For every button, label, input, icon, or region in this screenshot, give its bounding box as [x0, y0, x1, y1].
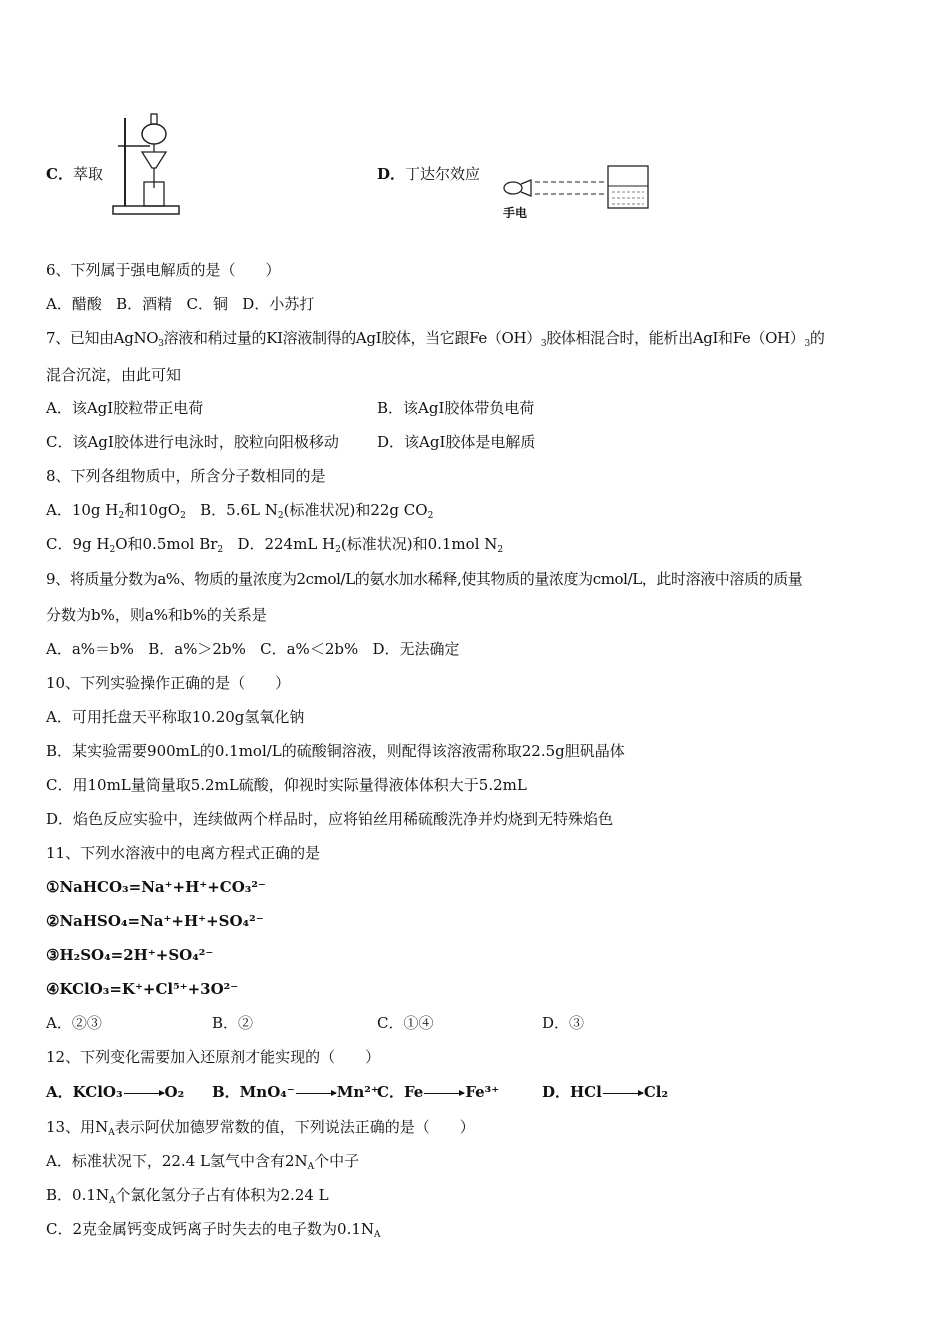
arrow-icon	[296, 1093, 336, 1094]
q12-d-to: Cl₂	[643, 1083, 669, 1101]
q10-option-b: B．某实验需要900mL的0.1mol/L的硫酸铜溶液，则配得该溶液需称取22.5g胆矾晶体	[46, 742, 625, 760]
q8-a-part1: A．10g H	[46, 501, 119, 519]
q13-a-part1: A．标准状况下，22.4 L氢气中含有2N	[46, 1152, 308, 1170]
q6-options	[46, 294, 314, 314]
q8-b-sub1: 2	[277, 511, 284, 521]
q10-option-a: A．可用托盘天平称取10.20g氢氧化钠	[46, 708, 305, 726]
q12-b-to: Mn²⁺	[336, 1083, 379, 1101]
q6-option-a: A．醋酸	[46, 295, 102, 313]
q8-option-b	[200, 501, 433, 519]
q8-b-part1: B．5.6L N	[200, 501, 278, 519]
q13-stem-part1: 13、用N	[46, 1118, 109, 1136]
q5-option-d	[377, 164, 480, 184]
q13-b-part2: 个氯化氢分子占有体积为2.24 L	[115, 1186, 329, 1204]
q13-option-c	[46, 1219, 381, 1245]
q8-d-sub1: 2	[335, 545, 341, 555]
q12-option-a	[46, 1082, 184, 1102]
q9-option-d: D．无法确定	[372, 640, 460, 658]
q8-option-d	[237, 535, 503, 553]
q8-a-sub2: 2	[180, 511, 186, 521]
q9-option-b: B．a%＞2b%	[148, 640, 246, 658]
q11-equation-3: ③H₂SO₄=2H⁺+SO₄²⁻	[46, 946, 214, 964]
q9-option-a: A．a%＝b%	[46, 640, 134, 658]
q10-stem: 10、下列实验操作正确的是（ ）	[46, 674, 291, 692]
q12-a-from: A．KClO₃	[46, 1083, 123, 1101]
q12-stem: 12、下列变化需要加入还原剂才能实现的（ ）	[46, 1048, 381, 1066]
q7-stem	[46, 328, 825, 354]
q5-c-label: C．	[46, 165, 73, 183]
q9-options	[46, 639, 460, 659]
q10-option-d: D．焰色反应实验中，连续做两个样品时，应将铂丝用稀硫酸洗净并灼烧到无特殊焰色	[46, 810, 614, 828]
q8-a-part2: 和10gO	[124, 501, 181, 519]
q11-option-b: B．②	[212, 1014, 254, 1032]
q8-d-part1: D．224mL H	[237, 535, 336, 553]
q7-stem-part2: 溶液和稍过量的KI溶液制得的AgI胶体，当它跟Fe（OH）	[163, 329, 541, 347]
q11-option-a: A．②③	[46, 1014, 102, 1032]
q12-option-c	[377, 1082, 499, 1102]
q12-option-b	[212, 1082, 379, 1102]
q12-d-from: D．HCl	[542, 1083, 602, 1101]
q5-d-text: 丁达尔效应	[405, 165, 481, 183]
arrow-icon	[124, 1093, 164, 1094]
flashlight-label: 手电	[503, 206, 528, 220]
q5-d-label: D．	[377, 165, 406, 183]
q8-stem: 8、下列各组物质中，所含分子数相同的是	[46, 467, 326, 485]
q7-stem-line2: 混合沉淀，由此可知	[46, 366, 182, 384]
q13-stem-part2: 表示阿伏加德罗常数的值，下列说法正确的是（ ）	[114, 1118, 475, 1136]
q13-stem	[46, 1117, 475, 1143]
extraction-apparatus-figure	[110, 110, 182, 218]
q13-c-sub: A	[374, 1230, 381, 1240]
q5-c-text: 萃取	[72, 165, 103, 183]
q13-a-part2: 个中子	[314, 1152, 360, 1170]
q8-d-sub2: 2	[497, 545, 504, 555]
q11-equation-4: ④KClO₃=K⁺+Cl⁵⁺+3O²⁻	[46, 980, 239, 998]
q13-stem-sub: A	[108, 1128, 115, 1138]
q12-b-from: B．MnO₄⁻	[212, 1083, 295, 1101]
q7-sub3: 3	[804, 339, 810, 349]
q7-stem-part1: 7、已知由AgNO	[46, 329, 159, 347]
q7-option-b: B．该AgI胶体带负电荷	[377, 399, 535, 417]
q13-c-part1: C．2克金属钙变成钙离子时失去的电子数为0.1N	[46, 1220, 375, 1238]
q9-stem-line1: 9、将质量分数为a%、物质的量浓度为2cmol/L的氨水加水稀释,使其物质的量浓度为cmol/L，此时溶液中溶质的质量	[46, 570, 803, 588]
q8-options-cd	[46, 534, 503, 560]
q5-option-c	[46, 164, 103, 184]
q6-option-d: D．小苏打	[242, 295, 315, 313]
arrow-icon	[424, 1093, 464, 1094]
q12-a-to: O₂	[164, 1083, 185, 1101]
q8-a-sub1: 2	[118, 511, 125, 521]
q8-c-part1: C．9g H	[46, 535, 110, 553]
q7-option-a: A．该AgI胶粒带正电荷	[46, 399, 204, 417]
q11-equation-2: ②NaHSO₄=Na⁺+H⁺+SO₄²⁻	[46, 912, 264, 930]
q6-option-c: C．铜	[186, 295, 228, 313]
q7-sub2: 3	[540, 339, 547, 349]
q8-options-ab	[46, 500, 433, 526]
q8-c-sub2: 2	[217, 545, 224, 555]
q11-option-c: C．①④	[377, 1014, 434, 1032]
q8-c-sub1: 2	[109, 545, 116, 555]
q11-option-d: D．③	[542, 1014, 585, 1032]
q9-option-c: C．a%＜2b%	[260, 640, 359, 658]
q7-option-d: D．该AgI胶体是电解质	[377, 433, 536, 451]
q8-c-part2: O和0.5mol Br	[115, 535, 218, 553]
q8-b-sub2: 2	[427, 511, 434, 521]
q8-b-part2: (标准状况)和22g CO	[283, 501, 428, 519]
q6-option-b: B．酒精	[116, 295, 173, 313]
q7-option-c: C．该AgI胶体进行电泳时，胶粒向阳极移动	[46, 433, 339, 451]
q6-stem: 6、下列属于强电解质的是（ ）	[46, 261, 281, 279]
q13-b-sub: A	[109, 1196, 116, 1206]
q7-sub1: 3	[158, 339, 164, 349]
q12-c-to: Fe³⁺	[465, 1083, 500, 1101]
q13-a-sub: A	[307, 1162, 315, 1172]
q8-option-a	[46, 501, 186, 519]
q11-stem: 11、下列水溶液中的电离方程式正确的是	[46, 844, 321, 862]
arrow-icon	[603, 1093, 643, 1094]
q13-option-a	[46, 1151, 359, 1177]
q10-option-c: C．用10mL量筒量取5.2mL硫酸，仰视时实际量得液体体积大于5.2mL	[46, 776, 527, 794]
q12-option-d	[542, 1082, 668, 1102]
q11-equation-1: ①NaHCO₃=Na⁺+H⁺+CO₃²⁻	[46, 878, 266, 896]
q7-stem-part4: 的	[809, 329, 825, 347]
q9-stem-line2: 分数为b%，则a%和b%的关系是	[46, 606, 267, 624]
q8-d-part2: (标准状况)和0.1mol N	[340, 535, 498, 553]
q8-option-c	[46, 535, 223, 553]
q13-option-b	[46, 1185, 329, 1211]
q12-c-from: C．Fe	[377, 1083, 424, 1101]
q7-stem-part3: 胶体相混合时，能析出AgI和Fe（OH）	[546, 329, 805, 347]
q13-b-part1: B．0.1N	[46, 1186, 110, 1204]
